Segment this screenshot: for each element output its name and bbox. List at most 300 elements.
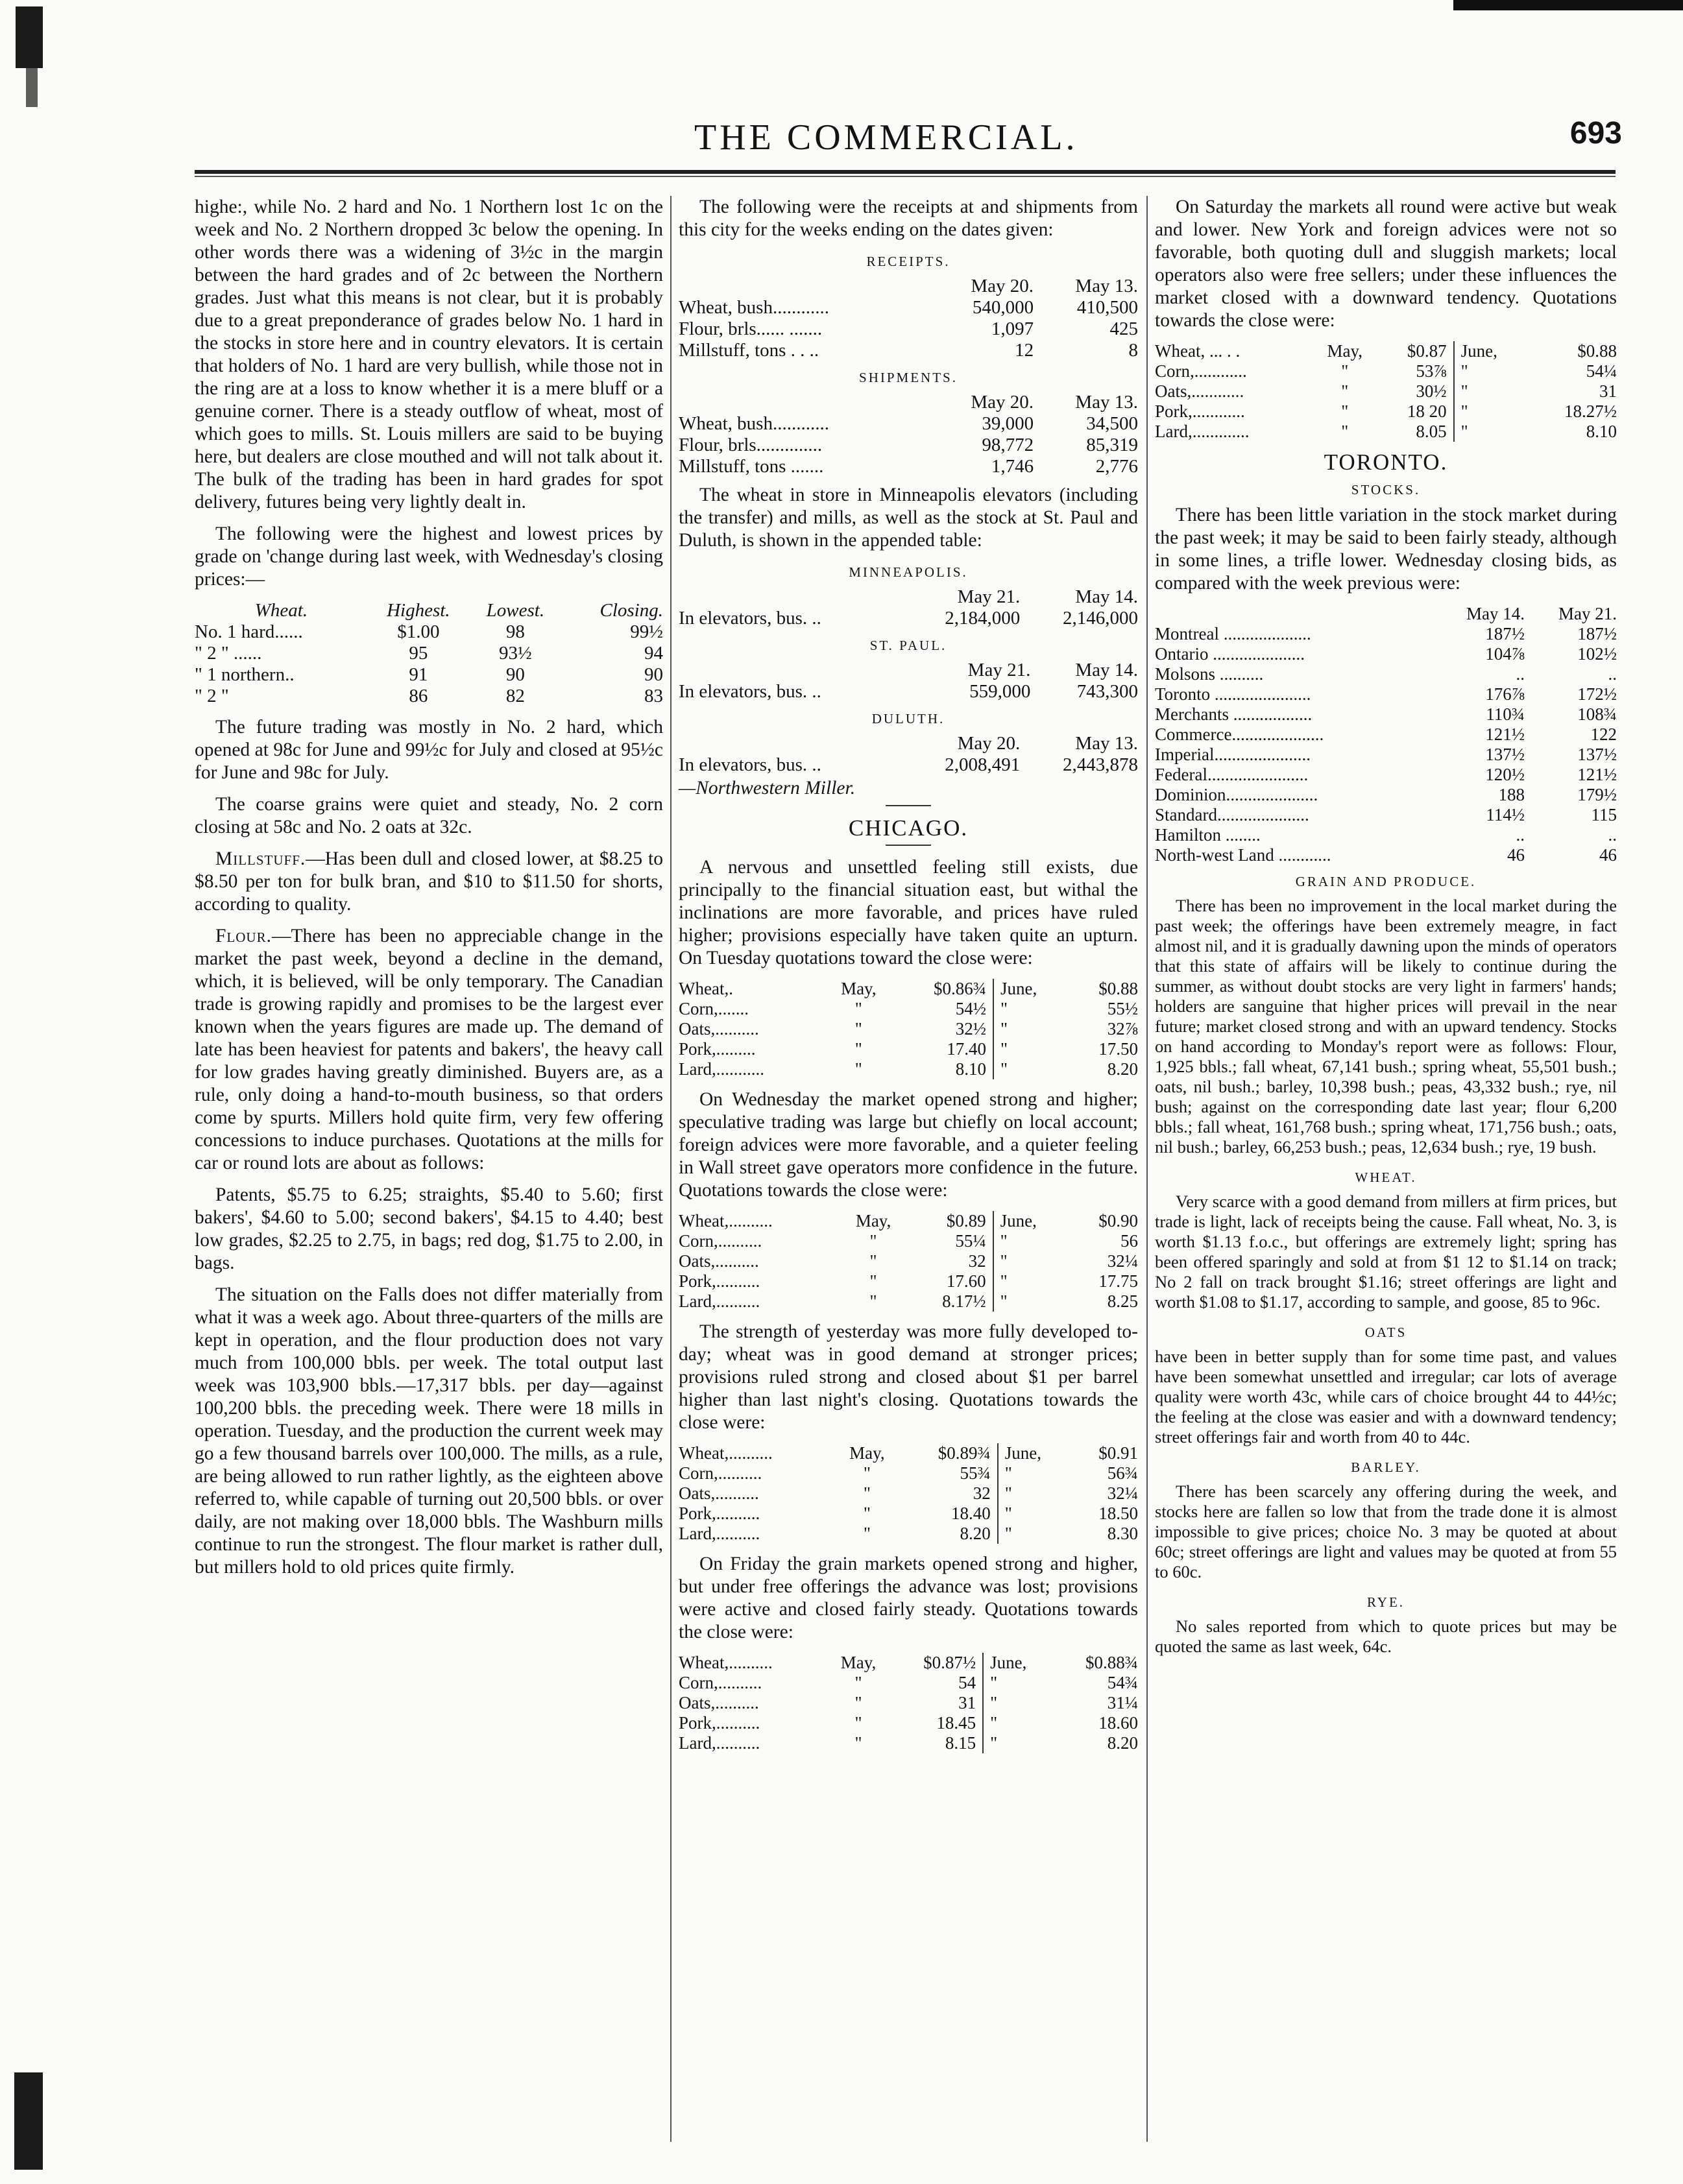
section-subheading: GRAIN AND PRODUCE.: [1295, 874, 1477, 889]
table-cell: ": [1004, 1483, 1012, 1503]
section-heading: CHICAGO.: [848, 815, 969, 841]
table-cell: 32⅞: [1107, 1019, 1138, 1038]
table-row: [679, 1039, 1138, 1059]
table-cell: 2,184,000: [945, 608, 1021, 629]
masthead-title: THE COMMERCIAL.: [694, 117, 1078, 158]
table-cell: 2,443,878: [1063, 754, 1138, 775]
table-cell: June,: [1004, 1443, 1042, 1463]
table-cell: ": [854, 1059, 862, 1079]
table-cell: Oats,............: [1155, 381, 1244, 401]
table-cell: ": [854, 1693, 862, 1712]
scan-blot: [14, 2072, 43, 2170]
table-cell: 8.20: [1107, 1059, 1138, 1079]
table-row: [1155, 785, 1617, 805]
table-cell: 2,776: [1095, 456, 1138, 477]
table-row: [1155, 805, 1617, 825]
table-cell: ": [1341, 361, 1349, 381]
table-cell: ": [1000, 1019, 1008, 1038]
table-row: [1155, 624, 1617, 644]
table-row: [1155, 664, 1617, 684]
quotation-table: [679, 1211, 1138, 1312]
table-row: [679, 754, 1138, 776]
table-row: [679, 1019, 1138, 1039]
table-cell: North-west Land ............: [1155, 845, 1331, 865]
section-subheading: BARLEY.: [1351, 1459, 1421, 1475]
table-cell: $0.89: [904, 1211, 993, 1231]
table-cell: May,: [849, 1443, 885, 1463]
table-cell: ": [1004, 1524, 1012, 1543]
column-header: May 14.: [1075, 660, 1138, 680]
table-cell: Corn,.......: [679, 999, 749, 1018]
table-cell: $0.86¾: [890, 979, 993, 999]
table-cell: ": [1460, 381, 1468, 401]
table-row: [1155, 845, 1617, 865]
duluth-table: [679, 733, 1138, 776]
column-header: May 20.: [971, 276, 1034, 296]
table-cell: Imperial......................: [1155, 745, 1311, 764]
table-row: [679, 340, 1138, 361]
table-cell: 94: [644, 643, 663, 664]
table-cell: 8.10: [890, 1059, 993, 1079]
paragraph: [195, 848, 663, 916]
table-cell: ": [1000, 1231, 1008, 1251]
column-separator: [1146, 196, 1148, 2142]
table-cell: In elevators, bus. ..: [679, 681, 821, 702]
scan-edge-mark: [1453, 0, 1683, 10]
table-cell: ": [863, 1524, 871, 1543]
receipts-table: [679, 276, 1138, 361]
section-subheading: RECEIPTS.: [866, 254, 950, 269]
table-cell: 18.40: [897, 1504, 997, 1524]
table-row: [1155, 745, 1617, 765]
table-cell: 34,500: [1086, 413, 1138, 434]
table-cell: Oats,..........: [679, 1693, 759, 1712]
table-row: [679, 1524, 1138, 1544]
table-row: [679, 297, 1138, 318]
table-cell: 98: [505, 621, 525, 642]
table-cell: ": [1341, 422, 1349, 441]
paragraph: On Friday the grain markets opened strong and higher, but under free offerings the advance was lost; provisions were active and closed fairly steady. Quotations towards the close were:: [679, 1554, 1138, 1642]
paragraph: highe:, while No. 2 hard and No. 1 Northern lost 1c on the week and No. 2 Northern dropped 3c below the opening. In other words there was a widening of 3½c in the margin between the hard grades and of 2c between the Northern grades. Just what this means is not clear, but it is probably due to a great preponderance of grades below No. 1 hard in the stocks in store here and in country elevators. It is certain that holders of No. 1 hard are very bullish, while those not in the ring are at a loss to know whether it is a mere bluff or a genuine corner. There is a steady outflow of wheat, most of which goes to mills. St. Louis millers are said to be buying here, but dealers are close mouthed and will not talk about it. The bulk of the trading has been in hard grades for spot delivery, futures being very lightly dealt in.: [195, 197, 663, 512]
table-cell: ": [990, 1673, 998, 1692]
table-cell: In elevators, bus. ..: [679, 608, 821, 629]
table-row: [195, 686, 663, 707]
table-row: [679, 1251, 1138, 1271]
table-row: [679, 1733, 1138, 1753]
table-cell: 179½: [1577, 785, 1617, 804]
table-cell: ..: [1608, 825, 1617, 845]
table-cell: 8.20: [1107, 1733, 1138, 1753]
section-rule: [886, 805, 931, 806]
quotation-table: [679, 1653, 1138, 1753]
table-cell: 8: [1128, 340, 1138, 361]
table-cell: Oats,..........: [679, 1251, 759, 1271]
table-cell: $0.87: [1375, 341, 1454, 361]
table-header-row: [195, 600, 663, 621]
table-cell: ": [1000, 1059, 1008, 1079]
table-cell: Dominion.....................: [1155, 785, 1318, 804]
table-cell: Federal.......................: [1155, 765, 1309, 784]
table-cell: Wheat,..........: [679, 1653, 773, 1672]
table-row: [679, 435, 1138, 456]
column-header: Highest.: [387, 600, 450, 621]
table-cell: 18 20: [1375, 402, 1454, 422]
table-cell: May,: [840, 1653, 877, 1672]
table-cell: ..: [1516, 825, 1525, 845]
table-row: [1155, 381, 1617, 402]
table-cell: " 2 ": [195, 686, 229, 706]
table-cell: Millstuff, tons . . ..: [679, 340, 819, 361]
column-header: May 13.: [1075, 733, 1138, 754]
table-cell: 95: [409, 643, 428, 664]
table-cell: 8.20: [897, 1524, 997, 1544]
section-subheading: MINNEAPOLIS.: [849, 564, 968, 580]
section-subheading: SHIPMENTS.: [859, 370, 958, 385]
table-cell: Toronto ......................: [1155, 684, 1311, 704]
table-cell: Corn,..........: [679, 1673, 762, 1692]
table-cell: ": [990, 1693, 998, 1712]
column-2: [679, 196, 1138, 1753]
table-cell: 56¾: [1107, 1463, 1138, 1483]
paragraph-lead: Flour.: [215, 926, 272, 946]
table-row: [679, 1693, 1138, 1713]
table-cell: 18.50: [1098, 1504, 1138, 1523]
table-cell: 187½: [1577, 624, 1617, 643]
table-cell: $0.88: [1577, 341, 1617, 361]
table-cell: ": [854, 1713, 862, 1733]
table-cell: Lard,..........: [679, 1291, 760, 1311]
table-cell: 8.25: [1107, 1291, 1138, 1311]
table-row: [679, 1713, 1138, 1733]
table-cell: 104⅞: [1485, 644, 1525, 664]
table-row: [679, 1271, 1138, 1291]
table-cell: 188: [1498, 785, 1525, 804]
table-cell: $1.00: [397, 621, 440, 642]
table-row: [1155, 765, 1617, 785]
table-header-row: [679, 660, 1138, 681]
table-cell: 176⅞: [1485, 684, 1525, 704]
paragraph: Patents, $5.75 to 6.25; straights, $5.40 to 5.60; first bakers', $4.60 to 5.00; second bakers', $4.15 to 4.40; best low grades, $2.25 to 2.75, in bags; red dog, $1.75 to 2.00, in bags.: [195, 1184, 663, 1273]
table-cell: May,: [1327, 341, 1363, 361]
table-cell: 90: [505, 664, 525, 685]
table-cell: Ontario .....................: [1155, 644, 1305, 664]
column-header: Lowest.: [486, 600, 545, 621]
table-row: [679, 318, 1138, 340]
table-cell: $0.91: [1098, 1443, 1138, 1463]
table-cell: June,: [1000, 979, 1037, 998]
table-cell: ": [854, 999, 862, 1018]
header-rule: [195, 170, 1616, 174]
table-cell: 32¼: [1107, 1251, 1138, 1271]
table-cell: $0.88¾: [1085, 1653, 1138, 1672]
paragraph: [195, 925, 663, 1175]
paragraph: There has been little variation in the stock market during the past week; it may be said to been fairly steady, although in some lines, a trifle lower. Wednesday closing bids, as compared with the week previous were:: [1155, 505, 1617, 594]
table-row: [679, 681, 1138, 702]
table-cell: 93½: [499, 643, 532, 664]
table-cell: $0.90: [1098, 1211, 1138, 1230]
table-cell: 8.15: [887, 1733, 983, 1753]
table-cell: $0.87½: [887, 1653, 983, 1673]
table-cell: 1,097: [991, 318, 1034, 339]
table-row: [679, 1059, 1138, 1079]
table-cell: Pork,..........: [679, 1713, 760, 1733]
column-header: May 21.: [967, 660, 1031, 680]
table-cell: Lard,.............: [1155, 422, 1250, 441]
table-cell: 32: [897, 1483, 997, 1504]
table-cell: ": [1004, 1504, 1012, 1523]
table-header-row: [1155, 604, 1617, 624]
table-cell: ": [854, 1019, 862, 1038]
table-cell: ": [990, 1713, 998, 1733]
table-cell: 8.10: [1586, 422, 1617, 441]
table-cell: 39,000: [982, 413, 1034, 434]
table-cell: 1,746: [991, 456, 1034, 477]
table-cell: 32¼: [1107, 1483, 1138, 1503]
quotation-table: [1155, 341, 1617, 442]
paragraph: The coarse grains were quiet and steady, No. 2 corn closing at 58c and No. 2 oats at 32c.: [195, 794, 663, 837]
page-header: [195, 112, 1622, 170]
table-cell: 2,146,000: [1063, 608, 1138, 629]
table-row: [679, 1211, 1138, 1231]
paragraph: There has been no improvement in the local market during the past week; the offerings have been extremely meagre, in fact almost nil, and it is gradually dawning upon the minds of operators that this state of affairs will be likely to continue during the summer, as without doubt stocks are very light in farmers' hands; holders are sanguine that higher prices will prevail in the near future; market closed strong and with an upward tendency. Stocks on hand according to Monday's report were as follows: Flour, 1,925 bbls.; fall wheat, 67,141 bush.; spring wheat, 55,501 bush.; oats, nil bush.; barley, 10,398 bush.; peas, 43,332 bush.; rye, nil bush; against on the corresponding date last year; flour 6,200 bbls.; fall wheat, 161,768 bush.; spring wheat, 171,756 bush.; oats, nil bush.; barley, 66,253 bush.; peas, 12,634 bush.; rye, 19 bush.: [1155, 896, 1617, 1157]
table-cell: Lard,...........: [679, 1059, 764, 1079]
paragraph: On Wednesday the market opened strong and higher; speculative trading was large but chiefly on local account; foreign advices were more favorable, and a quieter feeling in Wall street gave operators more confidence in the future. Quotations towards the close were:: [679, 1089, 1138, 1201]
table-cell: ": [869, 1251, 877, 1271]
table-cell: 743,300: [1076, 681, 1138, 702]
table-cell: Lard,..........: [679, 1733, 760, 1753]
table-row: [1155, 341, 1617, 361]
table-cell: Montreal ....................: [1155, 624, 1311, 643]
table-row: [1155, 361, 1617, 381]
table-cell: Merchants ..................: [1155, 704, 1313, 724]
table-cell: Corn,..........: [679, 1231, 762, 1251]
table-cell: 55¼: [904, 1231, 993, 1251]
source-credit: —Northwestern Miller.: [679, 778, 856, 798]
section-subheading: DULUTH.: [871, 711, 945, 726]
table-cell: ": [1341, 381, 1349, 401]
table-cell: In elevators, bus. ..: [679, 754, 821, 775]
column-separator: [670, 196, 672, 2142]
table-cell: ": [869, 1291, 877, 1311]
table-header-row: [679, 733, 1138, 754]
table-cell: 54½: [890, 999, 993, 1019]
table-cell: 108¾: [1577, 704, 1617, 724]
table-cell: 91: [409, 664, 428, 685]
column-header: May 20.: [957, 733, 1021, 754]
table-row: [679, 1291, 1138, 1312]
table-cell: Oats,..........: [679, 1019, 759, 1038]
table-cell: 31: [1599, 381, 1617, 401]
section-subheading: STOCKS.: [1351, 482, 1421, 498]
table-row: [679, 1673, 1138, 1693]
table-cell: Pork,..........: [679, 1504, 760, 1523]
section-heading: TORONTO.: [1324, 450, 1448, 475]
table-cell: ": [1460, 402, 1468, 421]
table-cell: Wheat,.: [679, 979, 733, 998]
paragraph-text: —Has been dull and closed lower, at $8.25 to $8.50 per ton for bulk bran, and $10 to $11.50 for shorts, according to quality.: [195, 848, 663, 915]
table-cell: Pork,.........: [679, 1039, 756, 1059]
paragraph: There has been scarcely any offering during the week, and stocks here are fallen so low that from the trade done it is almost impossible to give prices; choice No. 3 may be quoted at about 60c; street offerings are light and values may be quoted at from 55 to 60c.: [1155, 1482, 1617, 1581]
table-cell: 56: [1120, 1231, 1138, 1251]
paragraph: The wheat in store in Minneapolis elevators (including the transfer) and mills, as well as the stock at St. Paul and Duluth, is shown in the appended table:: [679, 485, 1138, 551]
table-cell: 32: [904, 1251, 993, 1271]
table-row: [1155, 825, 1617, 845]
table-cell: 99½: [630, 621, 663, 642]
table-cell: ": [1460, 361, 1468, 381]
section-subheading: ST. PAUL.: [869, 638, 947, 653]
table-cell: May,: [841, 979, 877, 998]
table-cell: ": [869, 1271, 877, 1291]
column-header: Closing.: [599, 600, 663, 621]
table-row: [679, 1483, 1138, 1504]
table-row: [679, 1504, 1138, 1524]
column-header: Wheat.: [254, 600, 308, 621]
table-cell: Wheat,..........: [679, 1211, 773, 1230]
table-cell: 102½: [1577, 644, 1617, 664]
table-row: [1155, 704, 1617, 725]
table-cell: Flour, brls...... .......: [679, 318, 823, 339]
page-number: 693: [1569, 116, 1622, 150]
column-3: [1155, 196, 1617, 1666]
table-cell: 83: [644, 686, 663, 706]
table-row: [195, 643, 663, 664]
table-cell: Lard,..........: [679, 1524, 760, 1543]
table-cell: 137½: [1577, 745, 1617, 764]
table-cell: 55¾: [897, 1463, 997, 1483]
table-cell: 121½: [1485, 725, 1525, 744]
section-subheading: RYE.: [1366, 1594, 1405, 1610]
table-cell: " 2 " ......: [195, 643, 262, 664]
column-header: May 21.: [957, 586, 1021, 607]
table-cell: Standard.....................: [1155, 805, 1309, 824]
table-cell: 46: [1599, 845, 1617, 865]
table-cell: Hamilton ........: [1155, 825, 1261, 845]
table-cell: 90: [644, 664, 663, 685]
stpaul-table: [679, 660, 1138, 702]
paragraph: No sales reported from which to quote prices but may be quoted the same as last week, 64c.: [1155, 1616, 1617, 1656]
paragraph: The strength of yesterday was more fully developed to-day; wheat was in good demand at stronger prices; provisions ruled strong and closed about $1 per barrel higher than last night's closing. Quotations towards the close were:: [679, 1321, 1138, 1433]
table-cell: ": [863, 1463, 871, 1483]
table-cell: 559,000: [969, 681, 1031, 702]
column-header: May 20.: [971, 392, 1034, 413]
scan-blot: [16, 6, 43, 68]
table-row: [679, 456, 1138, 477]
table-cell: $0.88: [1098, 979, 1138, 998]
column-header: May 14.: [1075, 586, 1138, 607]
table-cell: 17.75: [1098, 1271, 1138, 1291]
table-cell: 31¼: [1107, 1693, 1138, 1712]
table-cell: Wheat, bush............: [679, 297, 829, 318]
table-cell: 410,500: [1076, 297, 1138, 318]
table-row: [195, 621, 663, 643]
table-cell: 85,319: [1086, 435, 1138, 455]
shipments-table: [679, 392, 1138, 477]
table-cell: 54: [887, 1673, 983, 1693]
table-cell: ": [854, 1673, 862, 1692]
table-row: [679, 1231, 1138, 1251]
table-row: [679, 999, 1138, 1019]
table-cell: 8.17½: [904, 1291, 993, 1312]
column-header: May 21.: [1558, 604, 1617, 623]
table-row: [679, 413, 1138, 435]
table-cell: ": [1004, 1463, 1012, 1483]
quotation-table: [679, 1443, 1138, 1544]
table-row: [1155, 725, 1617, 745]
table-cell: 18.45: [887, 1713, 983, 1733]
table-cell: ": [1000, 1291, 1008, 1311]
table-cell: 120½: [1485, 765, 1525, 784]
table-cell: 32½: [890, 1019, 993, 1039]
table-cell: 46: [1507, 845, 1525, 865]
table-cell: ": [854, 1039, 862, 1059]
table-cell: ": [990, 1733, 998, 1753]
table-cell: Millstuff, tons .......: [679, 456, 824, 477]
table-row: [195, 664, 663, 686]
table-cell: 2,008,491: [945, 754, 1021, 775]
grade-price-table: [195, 600, 663, 707]
table-row: [1155, 422, 1617, 442]
table-cell: ": [1341, 402, 1349, 421]
table-cell: 110¾: [1486, 704, 1525, 724]
table-cell: Oats,..........: [679, 1483, 759, 1503]
table-cell: 18.27½: [1564, 402, 1617, 421]
table-cell: Corn,..........: [679, 1463, 762, 1483]
table-cell: 98,772: [982, 435, 1034, 455]
table-cell: ": [854, 1733, 862, 1753]
table-cell: 17.50: [1098, 1039, 1138, 1059]
table-cell: 55½: [1107, 999, 1138, 1018]
table-cell: ": [869, 1231, 877, 1251]
table-row: [1155, 402, 1617, 422]
table-row: [1155, 684, 1617, 704]
table-cell: 114½: [1486, 805, 1525, 824]
table-row: [679, 608, 1138, 629]
paragraph-text: —There has been no appreciable change in the market the past week, beyond a decline in the demand, which, it is believed, will be only temporary. The Canadian trade is growing rapidly and promises to be the largest ever known when the years figures are made up. The demand of late has been heaviest for patents and bakers', the heavy call for low grades having greatly diminished. Buyers are, as a rule, only doing a hand-to-mouth business, so that orders come by spurts. Millers hold quite firm, very few offering concessions to induce purchases. Quotations at the mills for car or round lots are about as follows:: [195, 926, 663, 1173]
header-rule-thin: [195, 176, 1616, 177]
table-cell: 425: [1109, 318, 1138, 339]
table-cell: ": [1000, 999, 1008, 1018]
quotation-table: [679, 979, 1138, 1079]
section-subheading: OATS: [1364, 1325, 1407, 1340]
table-row: [679, 979, 1138, 999]
minneapolis-table: [679, 586, 1138, 629]
table-cell: ": [1460, 422, 1468, 441]
table-cell: ..: [1516, 664, 1525, 684]
column-header: May 13.: [1075, 276, 1138, 296]
table-cell: Molsons ..........: [1155, 664, 1264, 684]
table-cell: 54¾: [1107, 1673, 1138, 1692]
table-cell: 86: [409, 686, 428, 706]
table-header-row: [679, 392, 1138, 413]
section-rule: [886, 845, 931, 846]
table-cell: 137½: [1485, 745, 1525, 764]
table-cell: 31: [887, 1693, 983, 1713]
table-cell: June,: [990, 1653, 1027, 1672]
table-cell: Wheat, bush............: [679, 413, 829, 434]
table-cell: Commerce.....................: [1155, 725, 1324, 744]
table-cell: 17.60: [904, 1271, 993, 1291]
table-cell: 12: [1015, 340, 1034, 361]
table-cell: Corn,............: [1155, 361, 1247, 381]
table-cell: Pork,............: [1155, 402, 1245, 421]
table-cell: ": [1000, 1039, 1008, 1059]
section-subheading: WHEAT.: [1355, 1170, 1417, 1185]
table-row: [679, 1653, 1138, 1673]
scan-blot: [26, 68, 38, 107]
table-cell: 82: [505, 686, 525, 706]
table-cell: 122: [1590, 725, 1617, 744]
table-cell: 540,000: [972, 297, 1034, 318]
